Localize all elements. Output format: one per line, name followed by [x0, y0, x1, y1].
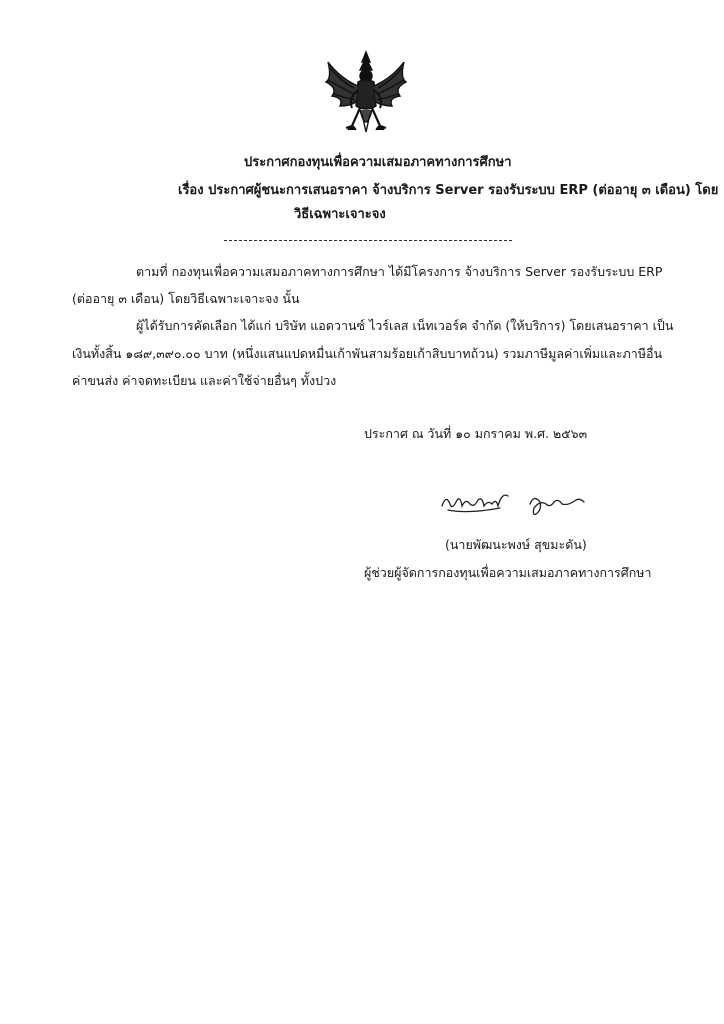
subject-line-2: วิธีเฉพาะเจาะจง	[294, 207, 386, 222]
paragraph-2-line-1: ผู้ได้รับการคัดเลือก ได้แก่ บริษัท แอดวานซ์ ไวร์เลส เน็ทเวอร์ค จำกัด (ให้บริการ) โดยเสนอราคา เป็น	[136, 318, 674, 333]
subject-line-1: เรื่อง ประกาศผู้ชนะการเสนอราคา จ้างบริการ Server รองรับระบบ ERP (ต่ออายุ ๓ เดือน) โดย	[178, 183, 719, 198]
paragraph-1-line-1: ตามที่ กองทุนเพื่อความเสมอภาคทางการศึกษา ได้มีโครงการ จ้างบริการ Server รองรับระบบ ERP	[136, 264, 663, 279]
paragraph-2-line-2: เงินทั้งสิ้น ๑๘๙,๓๙๐.๐๐ บาท (หนึ่งแสนแปดหมื่นเก้าพันสามร้อยเก้าสิบบาทถ้วน) รวมภาษีมูลค่าเพิ่มและภาษีอื่น	[72, 346, 663, 361]
signatory-name: (นายพัฒนะพงษ์ สุขมะดัน)	[445, 537, 587, 552]
paragraph-2-line-3: ค่าขนส่ง ค่าจดทะเบียน และค่าใช้จ่ายอื่นๆ ทั้งปวง	[72, 373, 337, 388]
document-title: ประกาศกองทุนเพื่อความเสมอภาคทางการศึกษา	[244, 155, 512, 170]
announcement-date: ประกาศ ณ วันที่ ๑๐ มกราคม พ.ศ. ๒๕๖๓	[364, 426, 588, 441]
dashed-divider	[224, 240, 512, 241]
paragraph-1-line-2: (ต่ออายุ ๓ เดือน) โดยวิธีเฉพาะเจาะจง นั้น	[72, 291, 300, 306]
handwritten-signature	[438, 484, 586, 520]
signatory-position: ผู้ช่วยผู้จัดการกองทุนเพื่อความเสมอภาคทางการศึกษา	[364, 565, 652, 580]
garuda-emblem-icon	[318, 48, 414, 144]
